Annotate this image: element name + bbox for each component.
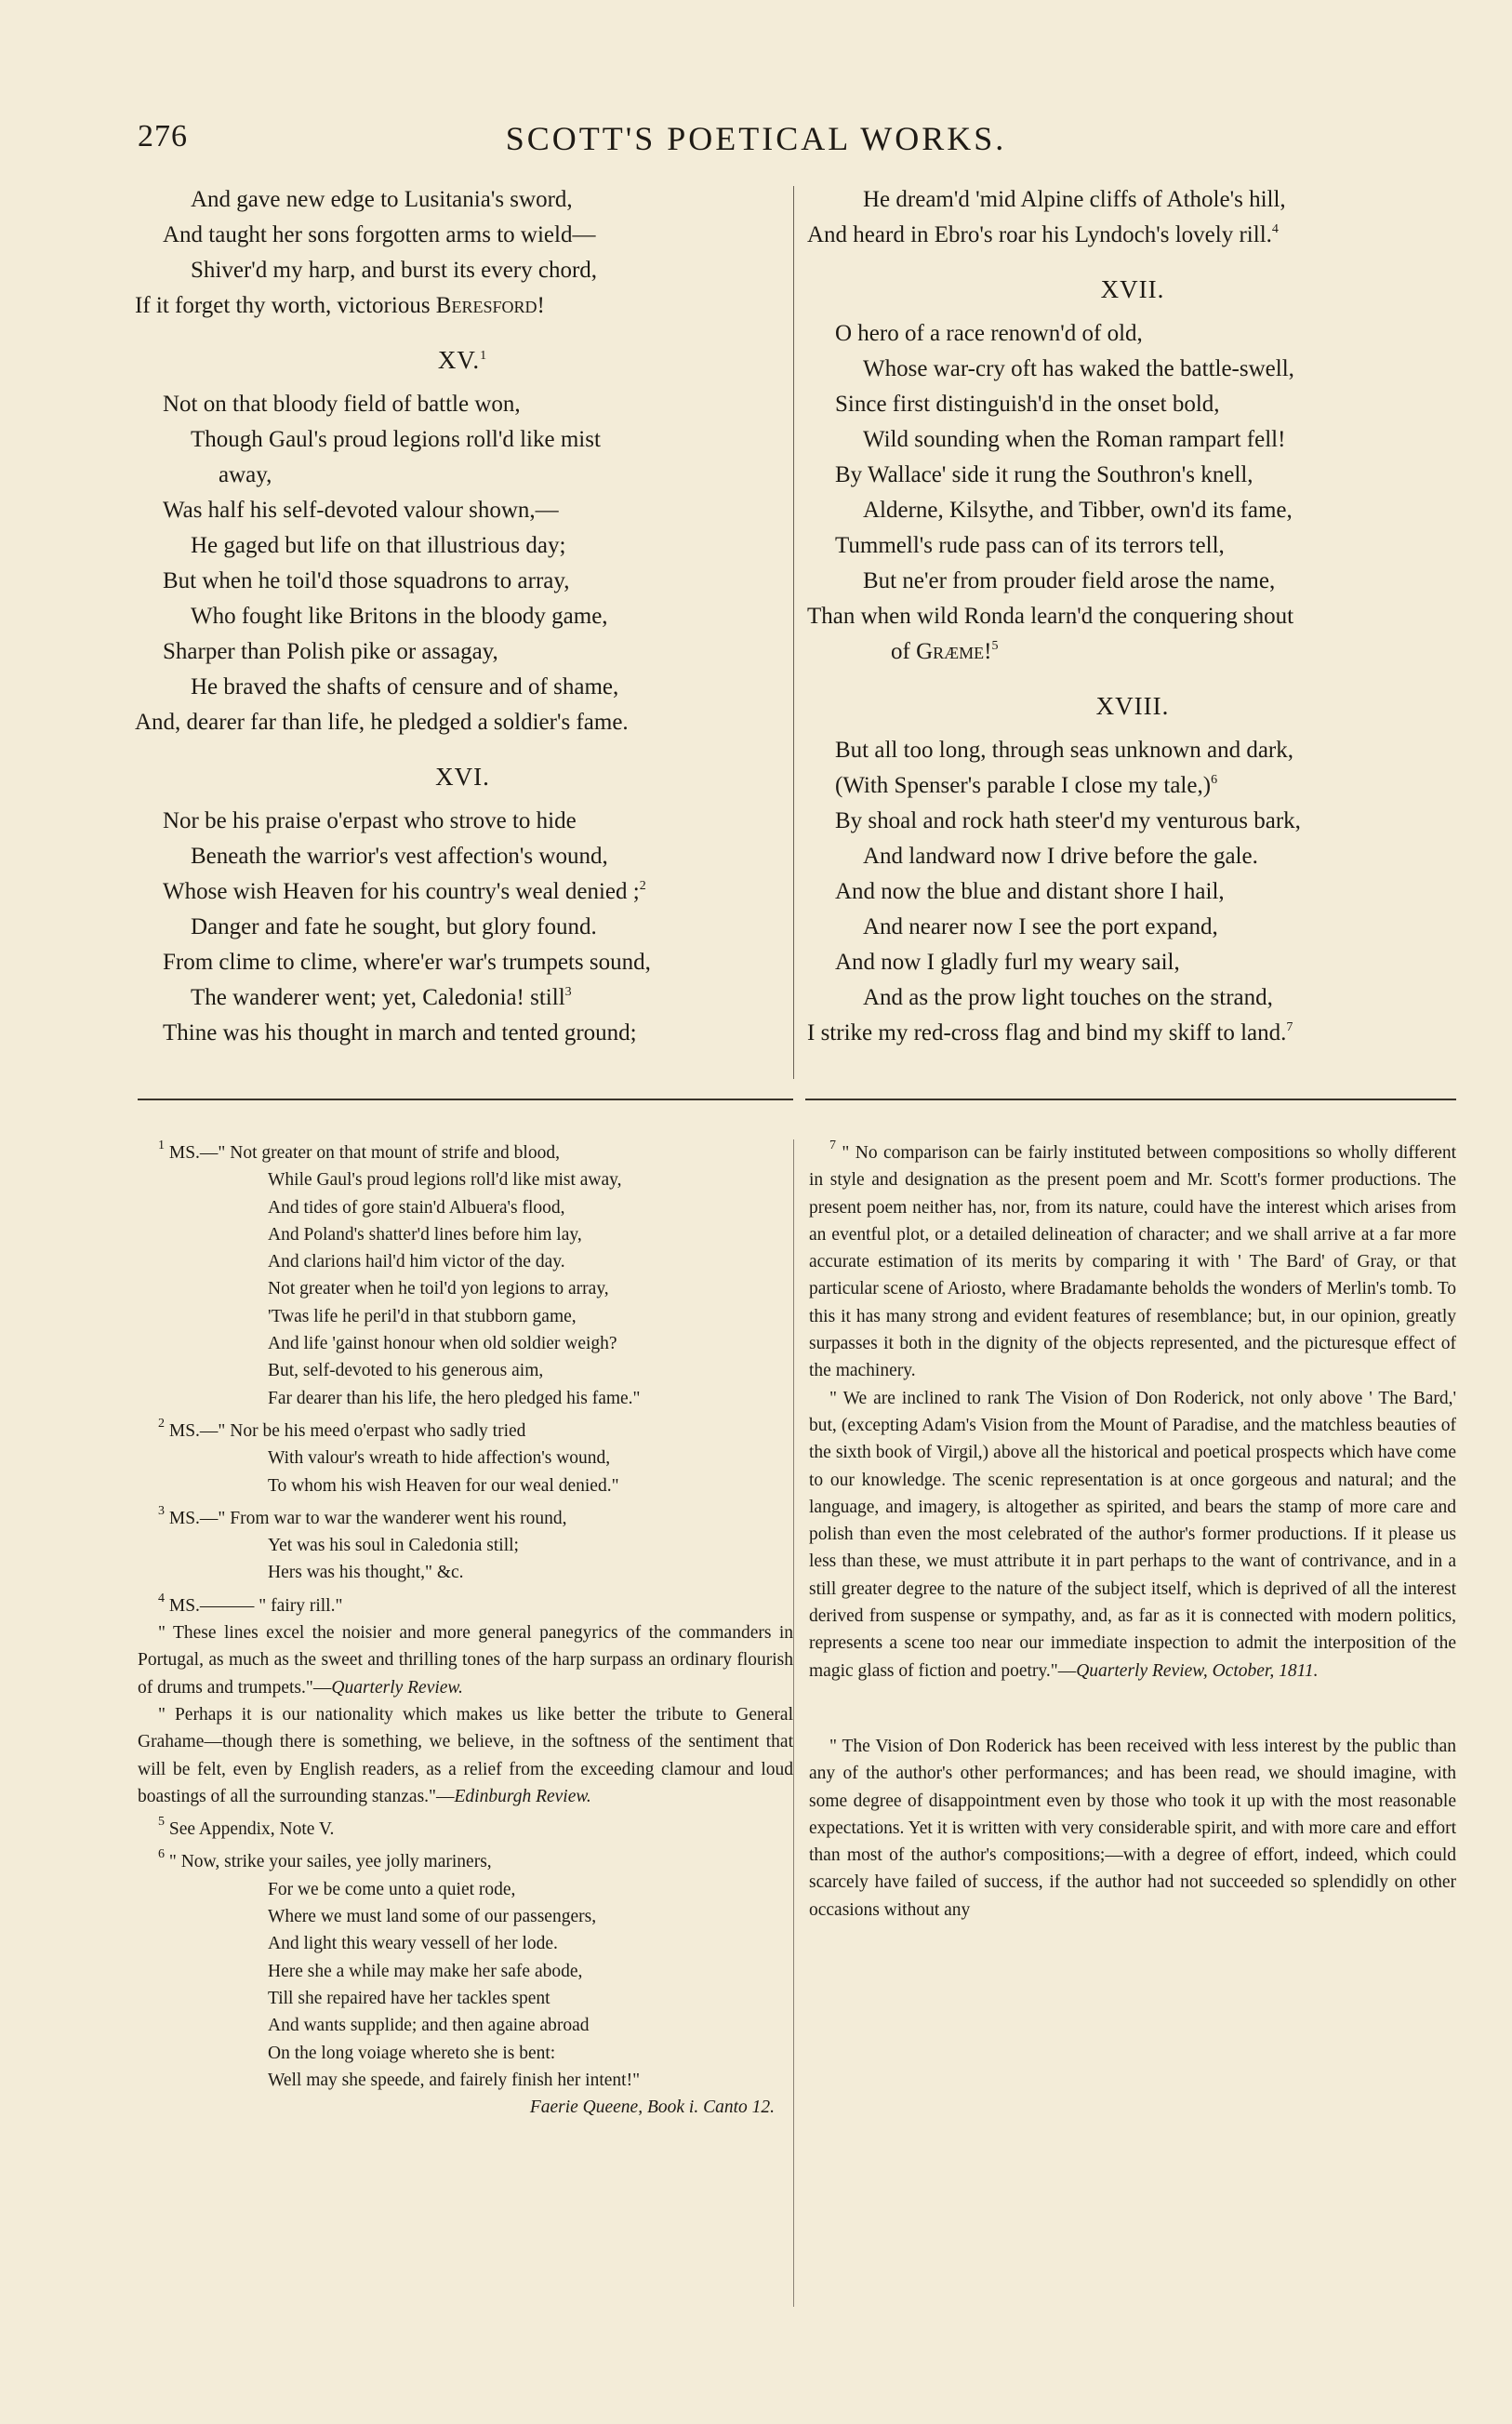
footnote-6: $^6$ " Now, strike your sailes, yee jolly mariners, For we be come unto a quiet rode, Where we must land some of our passengers, And light this weary vessell of her lode. Here she a while may make her safe abode, Till she repaired have her tackles spent And wants supplide; and then againe abroad On the long voiage whereto she is bent: Well may she speede, and fairely finish her intent!" Faerie Queene, Book i. Canto 12.	[138, 1848, 793, 2121]
footnote-ref: 6	[1211, 773, 1218, 787]
poem-line: By shoal and rock hath steer'd my venturous bark,	[835, 808, 1301, 833]
footnote-verse-line: For we be come unto a quiet rode,	[268, 1879, 516, 1899]
poem-line: Who fought like Britons in the bloody game,	[191, 604, 608, 629]
poem-line: Was half his self-devoted valour shown,—	[163, 498, 559, 523]
footnote-verse-line: And light this weary vessell of her lode.	[268, 1934, 558, 1954]
poem-line: Not on that bloody field of battle won,	[163, 392, 521, 417]
poem-line: But ne'er from prouder field arose the name,	[863, 568, 1276, 593]
footnote-4: $^4$ MS.——— " fairy rill." " These lines excel the noisier and more general panegyrics of the commanders in Portugal, as much as the sweet and thrilling tones of the harp surpass an ordinary flourish of drums and trumpets."—Quarterly Review. " Perhaps it is our nationality which makes us like better the tribute to General Grahame—though there is something, we believe, in the softness of the sentiment that will be felt, even by English readers, as a relief from the exceeding clamour and loud boastings of all the surrounding stanzas."—Edinburgh Review.	[138, 1591, 793, 1806]
footnote-5: $^5$ See Appendix, Note V.	[158, 1815, 335, 1840]
footnote-verse-line: Here she a while may make her safe abode,	[268, 1961, 583, 1981]
poem-line: And nearer now I see the port expand,	[863, 914, 1218, 939]
poem-line: Shiver'd my harp, and burst its every chord,	[191, 258, 598, 283]
stanza-xvi	[135, 804, 790, 1051]
footnote-ref: 1	[480, 349, 488, 363]
poem-line: And as the prow light touches on the strand,	[863, 985, 1273, 1010]
footnote-1: $^1$ MS.—" Not greater on that mount of strife and blood, While Gaul's proud legions roll'd like mist away, And tides of gore stain'd Albuera's flood, And Poland's shatter'd lines before him lay, And clarions hail'd him victor of the day. Not greater when he toil'd yon legions to array, 'Twas life he peril'd in that stubborn game, And life 'gainst honour when old soldier weigh? But, self-devoted to his generous aim, Far dearer than his life, the hero pledged his fame."	[138, 1139, 793, 1412]
poem-line: Wild sounding when the Roman rampart fell!	[863, 427, 1286, 452]
footnote-ref: 7	[1286, 1020, 1293, 1034]
footnote-verse-line: And life 'gainst honour when old soldier weigh?	[268, 1334, 617, 1354]
poem-line: O hero of a race renown'd of old,	[835, 321, 1143, 346]
poem-line: The wanderer went; yet, Caledonia! still$^3$	[191, 985, 572, 1010]
footnote-verse-line: Far dearer than his life, the hero pledged his fame."	[268, 1388, 641, 1408]
footnote-rule-left	[138, 1099, 793, 1100]
graeme-name: Græme	[916, 639, 985, 664]
footnote-ref: 3	[564, 985, 572, 999]
poem-line: From clime to clime, where'er war's trumpets sound,	[163, 950, 651, 975]
poem-line: And, dearer far than life, he pledged a soldier's fame.	[135, 710, 629, 735]
poem-line: And now I gladly furl my weary sail,	[835, 950, 1180, 975]
poem-line: And now the blue and distant shore I hail,	[835, 879, 1225, 904]
footnotes-left	[138, 1139, 793, 2126]
poem-line: He dream'd 'mid Alpine cliffs of Athole's hill,	[863, 187, 1286, 212]
poem-line: away,	[219, 462, 272, 487]
poem-line: By Wallace' side it rung the Southron's knell,	[835, 462, 1253, 487]
poem-line: He gaged but life on that illustrious day;	[191, 533, 566, 558]
footnote-verse-line: Hers was his thought," &c.	[268, 1563, 464, 1583]
poem-line: Whose war-cry oft has waked the battle-swell,	[863, 356, 1294, 381]
poem-line: Tummell's rude pass can of its terrors tell,	[835, 533, 1225, 558]
column-divider-notes	[793, 1139, 794, 2307]
stanza-xv	[135, 387, 790, 740]
stanza-heading-xv: XV.$^1$	[437, 346, 488, 374]
poem-line: Though Gaul's proud legions roll'd like mist	[191, 427, 601, 452]
running-head: SCOTT'S POETICAL WORKS.	[505, 120, 1007, 157]
footnote-ref: 5	[991, 639, 999, 653]
footnote-verse-line: And clarions hail'd him victor of the day.	[268, 1252, 565, 1272]
footnote-verse-line: While Gaul's proud legions roll'd like mist away,	[268, 1170, 622, 1191]
footnote-verse-line: On the long voiage whereto she is bent:	[268, 2043, 556, 2063]
poem-line: (With Spenser's parable I close my tale,)$^6$	[835, 773, 1218, 798]
stanza-heading-xvi: XVI.	[435, 763, 490, 791]
poem-line: And gave new edge to Lusitania's sword,	[191, 187, 573, 212]
poem-line: Sharper than Polish pike or assagay,	[163, 639, 498, 664]
footnote-verse-line: And tides of gore stain'd Albuera's flood,	[268, 1197, 565, 1218]
poem-line: of Græme!$^5$	[891, 639, 999, 664]
footnote-verse-line: And Poland's shatter'd lines before him lay,	[268, 1224, 582, 1245]
poem-line: And landward now I drive before the gale.	[863, 844, 1258, 869]
poem-left-column	[135, 182, 790, 1051]
footnote-verse-line: Till she repaired have her tackles spent	[268, 1988, 550, 2008]
poem-line: Danger and fate he sought, but glory found.	[191, 914, 597, 939]
footnote-2: $^2$ MS.—" Nor be his meed o'erpast who sadly tried With valour's wreath to hide affection's wound, To whom his wish Heaven for our weal denied."	[138, 1418, 793, 1499]
poem-line: Since first distinguish'd in the onset bold,	[835, 392, 1220, 417]
poem-line: Thine was his thought in march and tented ground;	[163, 1020, 637, 1046]
footnote-3: $^3$ MS.—" From war to war the wanderer went his round, Yet was his soul in Caledonia still; Hers was his thought," &c.	[138, 1505, 793, 1587]
stanza-heading-xviii: XVIII.	[1095, 692, 1170, 720]
beresford-name: Beresford	[435, 293, 537, 318]
footnote-verse-line: To whom his wish Heaven for our weal denied."	[268, 1475, 619, 1496]
poem-line: He braved the shafts of censure and of shame,	[191, 674, 619, 699]
poem-line: But when he toil'd those squadrons to array,	[163, 568, 570, 593]
stanza-heading-xvii: XVII.	[1100, 275, 1165, 303]
poem-line: Alderne, Kilsythe, and Tibber, own'd its fame,	[863, 498, 1293, 523]
poem-line: And heard in Ebro's roar his Lyndoch's lovely rill.$^4$	[807, 222, 1279, 247]
footnote-7: $^7$ " No comparison can be fairly instituted between compositions so wholly different in style and designation as the present poem and Mr. Scott's former productions. The present poem neither has, nor, from its nature, could have the interest which arises from an eventful plot, or a detailed delineation of character; and we shall arrive at a far more accurate estimation of its merits by comparing it with ' The Bard' of Gray, or that particular scene of Ariosto, where Bradamante beholds the wonders of Merlin's tomb. To this it has many strong and evident features of resemblance; but, in our opinion, greatly surpasses it both in the dignity of the objects represented, and the picturesque effect of the machinery. " We are inclined to rank The Vision of Don Roderick, not only above ' The Bard,' but, (excepting Adam's Vision from the Mount of Paradise, and the matchless beauties of the sixth book of Virgil,) above all the historical and poetical prospects which have come to our knowledge. The scenic representation is at once gorgeous and natural; and the language, and imagery, is altogether as spirited, and bears the stamp of more care and polish than even the most celebrated of the author's former productions. If it please us less than these, we must attribute it in part perhaps to the want of contrivance, and in a still greater degree to the nature of the subject itself, which is deprived of all the interest derived from suspense or sympathy, and, as far as it is connected with modern politics, represents a scene too near our immediate inspection to admit the interposition of the magic glass of fiction and poetry."—Quarterly Review, October, 1811. " The Vision of Don Roderick has been received with less interest by the public than any of the author's other performances; and has been read, we should imagine, with some degree of disappointment even by those who took it up with the most reasonable expectations. Yet it is written with very considerable spirit, and with more care and effort than most of the author's compositions;—with a degree of effort, indeed, which could scarcely have failed of success, if the author had not succeeded so splendidly on other occasions without any	[809, 1139, 1457, 1920]
footnote-verse-line: Well may she speede, and fairely finish her intent!"	[268, 2070, 641, 2090]
footnote-verse-line: Not greater when he toil'd yon legions to array,	[268, 1279, 609, 1299]
poem-line: I strike my red-cross flag and bind my skiff to land.$^7$	[807, 1020, 1293, 1046]
footnote-verse-line: Where we must land some of our passengers,	[268, 1907, 597, 1927]
poem-line: But all too long, through seas unknown and dark,	[835, 738, 1293, 763]
stanza-xviii	[807, 733, 1458, 1051]
poem-line: Beneath the warrior's vest affection's wound,	[191, 844, 608, 869]
poem-line: Whose wish Heaven for his country's weal denied ;$^2$	[163, 879, 646, 904]
page-header	[138, 119, 1374, 166]
stanza-xiv-ending	[135, 182, 790, 288]
footnote-verse-line: And wants supplide; and then againe abroad	[268, 2016, 590, 2036]
footnote-verse-line: Yet was his soul in Caledonia still;	[268, 1536, 519, 1556]
poem-right-column	[807, 182, 1458, 1051]
footnote-verse-line: 'Twas life he peril'd in that stubborn game,	[268, 1306, 577, 1326]
poem-line: Than when wild Ronda learn'd the conquering shout	[807, 604, 1294, 629]
footnote-verse-line: But, self-devoted to his generous aim,	[268, 1361, 544, 1381]
stanza-xvii	[807, 316, 1458, 634]
page-number: 276	[138, 119, 188, 153]
footnotes-right	[809, 1139, 1456, 1924]
poem-line: And taught her sons forgotten arms to wield—	[163, 222, 596, 247]
poem-line: Nor be his praise o'erpast who strove to hide	[163, 808, 577, 833]
footnote-rule-right	[805, 1099, 1456, 1100]
column-divider	[793, 186, 794, 1079]
footnote-ref: 2	[639, 879, 646, 893]
poem-line: If it forget thy worth, victorious Beresford!	[135, 293, 545, 318]
footnote-verse-line: With valour's wreath to hide affection's wound,	[268, 1448, 611, 1469]
footnote-ref: 4	[1271, 222, 1279, 236]
footnote-source: Faerie Queene, Book i. Canto 12.	[529, 2098, 775, 2118]
